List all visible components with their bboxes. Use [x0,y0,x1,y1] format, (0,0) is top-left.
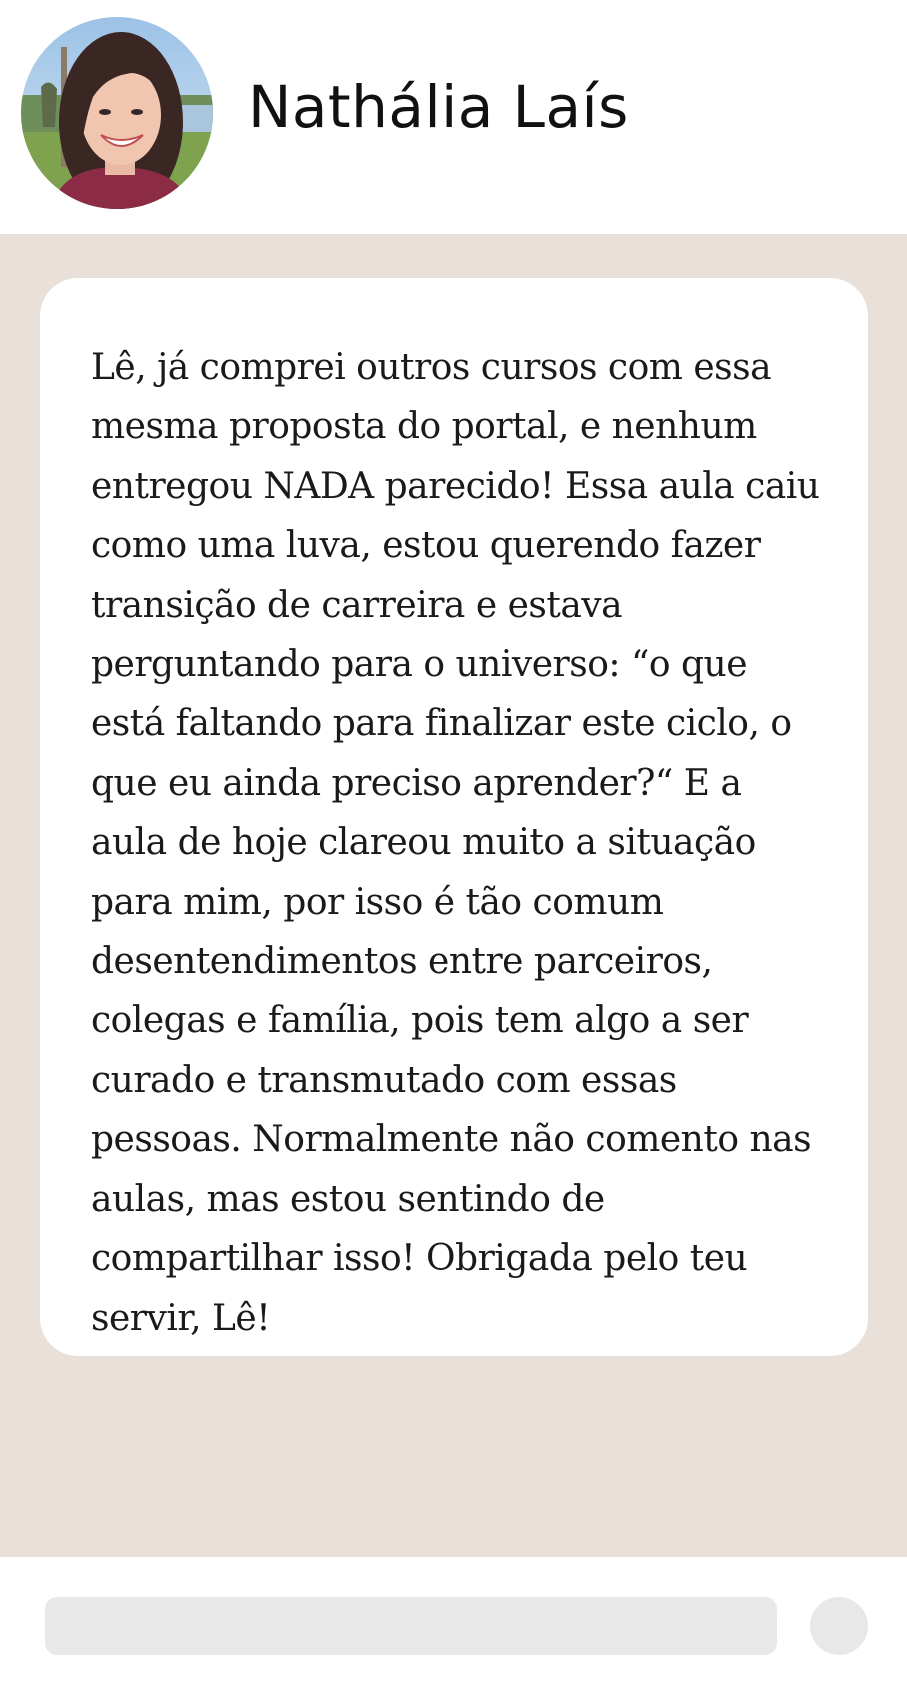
send-button[interactable] [810,1597,868,1655]
profile-photo-icon [21,17,213,209]
message-bubble [40,278,868,1356]
message-input[interactable] [45,1597,777,1655]
chat-header [0,0,907,234]
message-text: Lê, já comprei outros cursos com essa mesma proposta do portal, e nenhum entregou NADA parecido! Essa aula caiu como uma luva, estou querendo fazer transição de carreira e estava perguntando para o universo: “o que está faltando para finalizar este ciclo, o que eu ainda preciso aprender?“ E a aula de hoje clareou muito a situação para mim, por isso é tão comum desentendimentos entre parceiros, colegas e família, pois tem algo a ser curado e transmutado com essas pessoas. Normalmente não comento nas aulas, mas estou sentindo de compartilhar isso! Obrigada pelo teu servir, Lê! [91,347,820,1339]
contact-name: Nathália Laís [248,73,629,141]
avatar[interactable] [21,17,213,209]
composer [0,1557,907,1698]
chat-area [0,234,907,1557]
